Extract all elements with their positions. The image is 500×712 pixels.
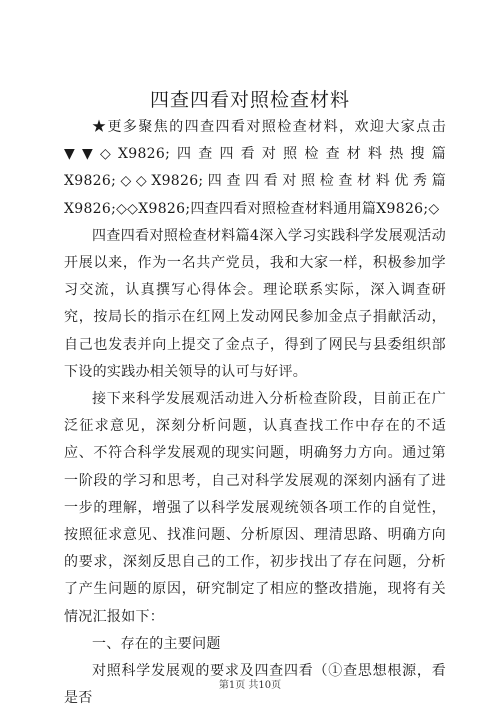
document-body [64, 114, 446, 712]
paragraph-intro: ★更多聚焦的四查四看对照检查材料，欢迎大家点击▼▼◇X9826;四查四看对照检查材料热搜篇X9826;◇◇X9826;四查四看对照检查材料优秀篇X9826;◇◇X9826;四查四看对照检查材料通用篇X9826;◇ [64, 119, 446, 217]
paragraph-1: 四查四看对照检查材料篇4深入学习实践科学发展观活动开展以来，作为一名共产党员，我和大家一样，积极参加学习交流，认真撰写心得体会。理论联系实际，深入调查研究，按局长的指示在红网上发动网民参加金点子捐献活动，自己也发表并向上提交了金点子，得到了网民与县委组织部下设的实践办相关领导的认可与好评。 [64, 227, 446, 380]
paragraph-2: 接下来科学发展观活动进入分析检查阶段，目前正在广泛征求意见，深刻分析问题，认真查找工作中存在的不适应、不符合科学发展观的现实问题，明确努力方向。通过第一阶段的学习和思考，自己对科学发展观的深刻内涵有了进一步的理解，增强了以科学发展观统领各项工作的自觉性，按照征求意见、找准问题、分析原因、理清思路、明确方向的要求，深刻反思自己的工作，初步找出了存在问题，分析了产生问题的原因，研究制定了相应的整改措施，现将有关情况汇报如下： [64, 391, 446, 625]
document-title: 四查四看对照检查材料 [149, 89, 350, 111]
paragraph-3: 对照科学发展观的要求及四查四看（①查思想根源，看是否 [64, 663, 446, 707]
section-heading: 一、存在的主要问题 [92, 635, 221, 652]
page-number-footer: 第1页 共10页 [218, 680, 282, 691]
